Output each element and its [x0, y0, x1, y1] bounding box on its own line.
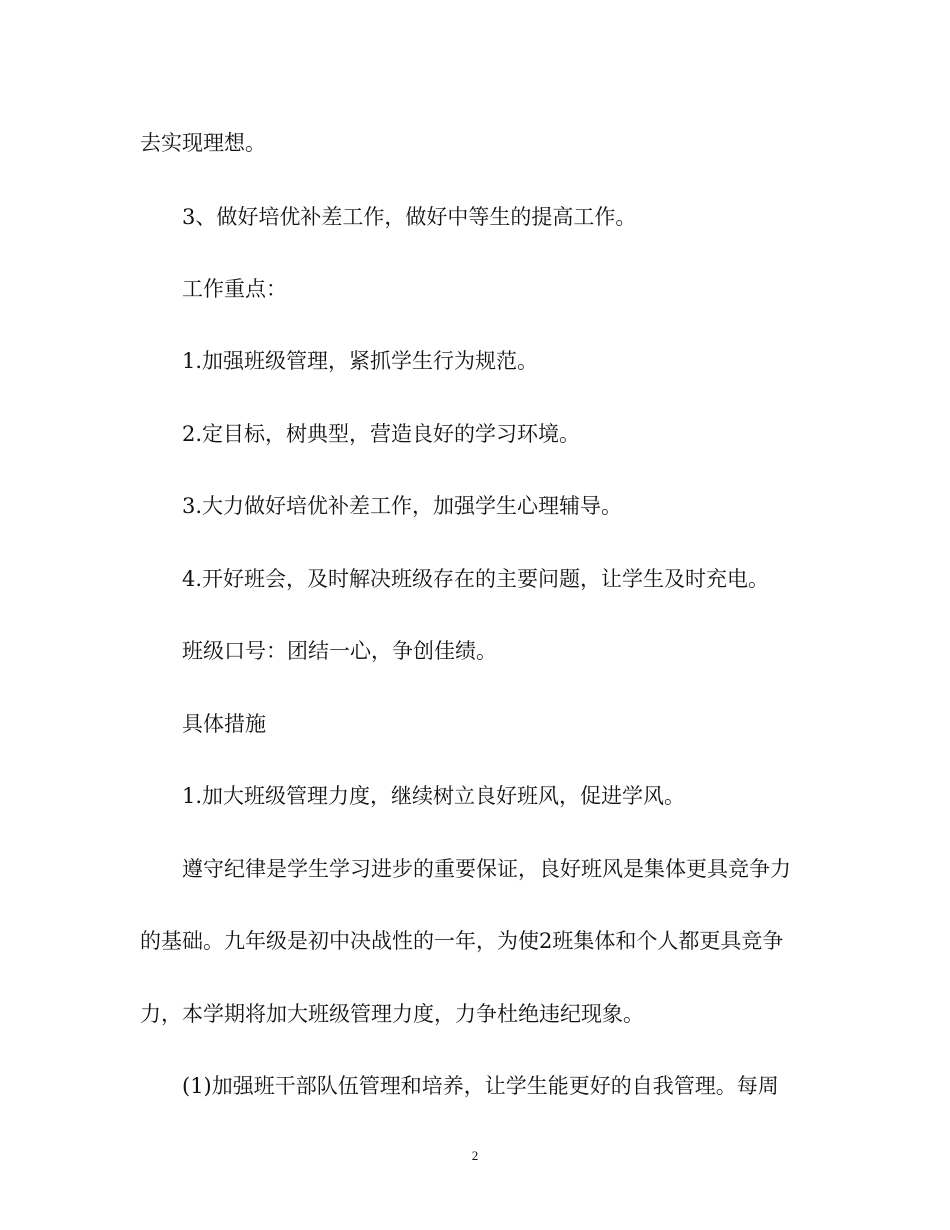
paragraph-line: 力，本学期将加大班级管理力度，力争杜绝违纪现象。	[140, 1002, 644, 1026]
paragraph-line: 遵守纪律是学生学习进步的重要保证，良好班风是集体更具竞争力	[182, 857, 791, 881]
paragraph-line: 3、做好培优补差工作，做好中等生的提高工作。	[182, 205, 637, 229]
class-slogan: 班级口号：团结一心，争创佳绩。	[182, 639, 497, 663]
list-item: 1.加强班级管理，紧抓学生行为规范。	[182, 349, 539, 373]
list-item: 2.定目标，树典型，营造良好的学习环境。	[182, 422, 581, 446]
paragraph-line: (1)加强班干部队伍管理和培养，让学生能更好的自我管理。每周	[182, 1074, 779, 1098]
list-item: 4.开好班会，及时解决班级存在的主要问题，让学生及时充电。	[182, 567, 770, 591]
section-heading: 工作重点：	[182, 277, 287, 301]
paragraph-line: 去实现理想。	[140, 131, 266, 155]
page-number: 2	[471, 1148, 479, 1163]
paragraph-line: 的基础。九年级是初中决战性的一年，为使2班集体和个人都更具竞争	[140, 929, 784, 953]
list-item: 3.大力做好培优补差工作，加强学生心理辅导。	[182, 494, 623, 518]
section-heading: 具体措施	[182, 712, 266, 736]
list-item: 1.加大班级管理力度，继续树立良好班风，促进学风。	[182, 784, 686, 808]
